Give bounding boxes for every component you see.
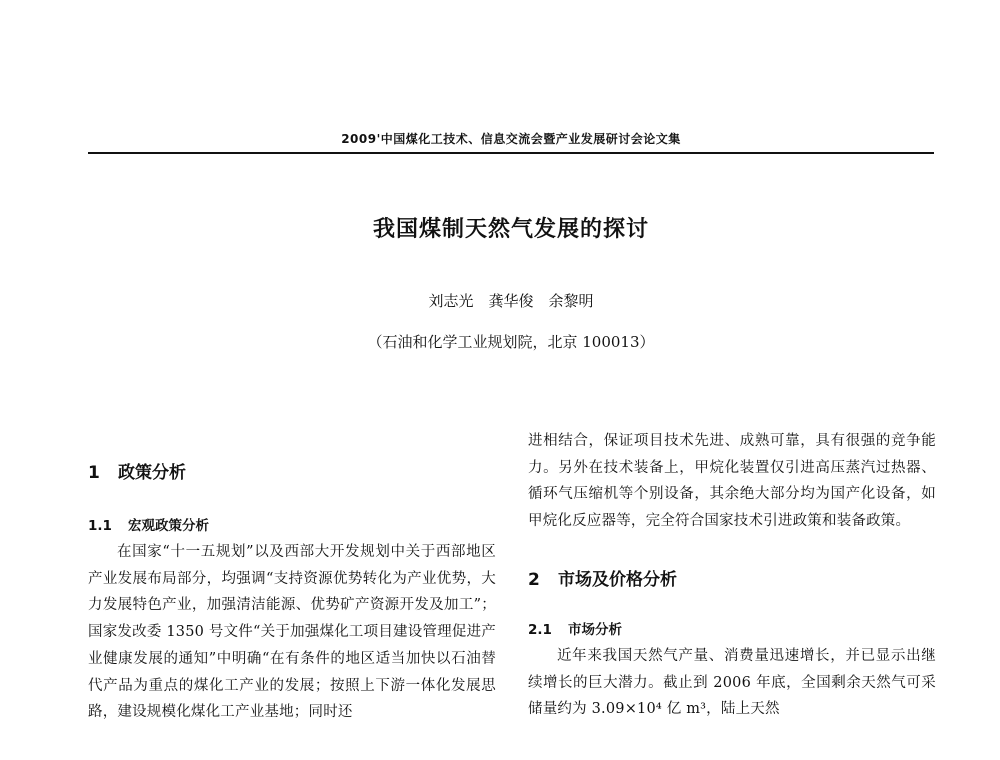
subsection-number: 2.1 [528,621,552,638]
running-header: 2009'中国煤化工技术、信息交流会暨产业发展研讨会论文集 [341,132,681,146]
section-heading-2 [528,565,936,595]
subsection-number: 1.1 [88,518,112,534]
section-title: 市场及价格分析 [558,569,677,590]
paper-title: 我国煤制天然气发展的探讨 [372,217,649,242]
subsection-title: 市场分析 [568,621,622,638]
paper-authors: 刘志光 龚华俊 余黎明 [428,292,594,310]
section-heading-1 [88,458,496,488]
subsection-title: 宏观政策分析 [128,518,209,534]
subsection-heading-2-1 [528,617,936,643]
right-column [528,428,936,723]
section-number: 1 [88,463,100,483]
continued-paragraph: 进相结合，保证项目技术先进、成熟可靠，具有很强的竞争能力。另外在技术装备上，甲烷化装置仅引进高压蒸汽过热器、循环气压缩机等个别设备，其余绝大部分均为国产化设备，如甲烷化反应器等，完全符合国家技术引进政策和装备政策。 [528,433,936,530]
section-title: 政策分析 [118,463,186,483]
subsection-heading-1-1 [88,513,496,539]
body-paragraph: 在国家“十一五规划”以及西部大开发规划中关于西部地区产业发展布局部分，均强调“支持资源优势转化为产业优势，大力发展特色产业，加强清洁能源、优势矿产资源开发及加工”；国家发改委 1350 号文件“关于加强煤化工项目建设管理促进产业健康发展的通知”中明确“在有条件的地区适当加快以石油替代产品为重点的煤化工产业的发展；按照上下游一体化发展思路，建设规模化煤化工产业基地；同时还 [88,544,496,721]
section-number: 2 [528,569,540,590]
left-column [88,458,496,726]
paper-affiliation: （石油和化学工业规划院，北京 100013） [367,333,655,351]
body-paragraph: 近年来我国天然气产量、消费量迅速增长，并已显示出继续增长的巨大潜力。截止到 2006 年底，全国剩余天然气可采储量约为 3.09×10⁴ 亿 m³，陆上天然 [528,647,936,718]
header-rule [88,152,934,154]
